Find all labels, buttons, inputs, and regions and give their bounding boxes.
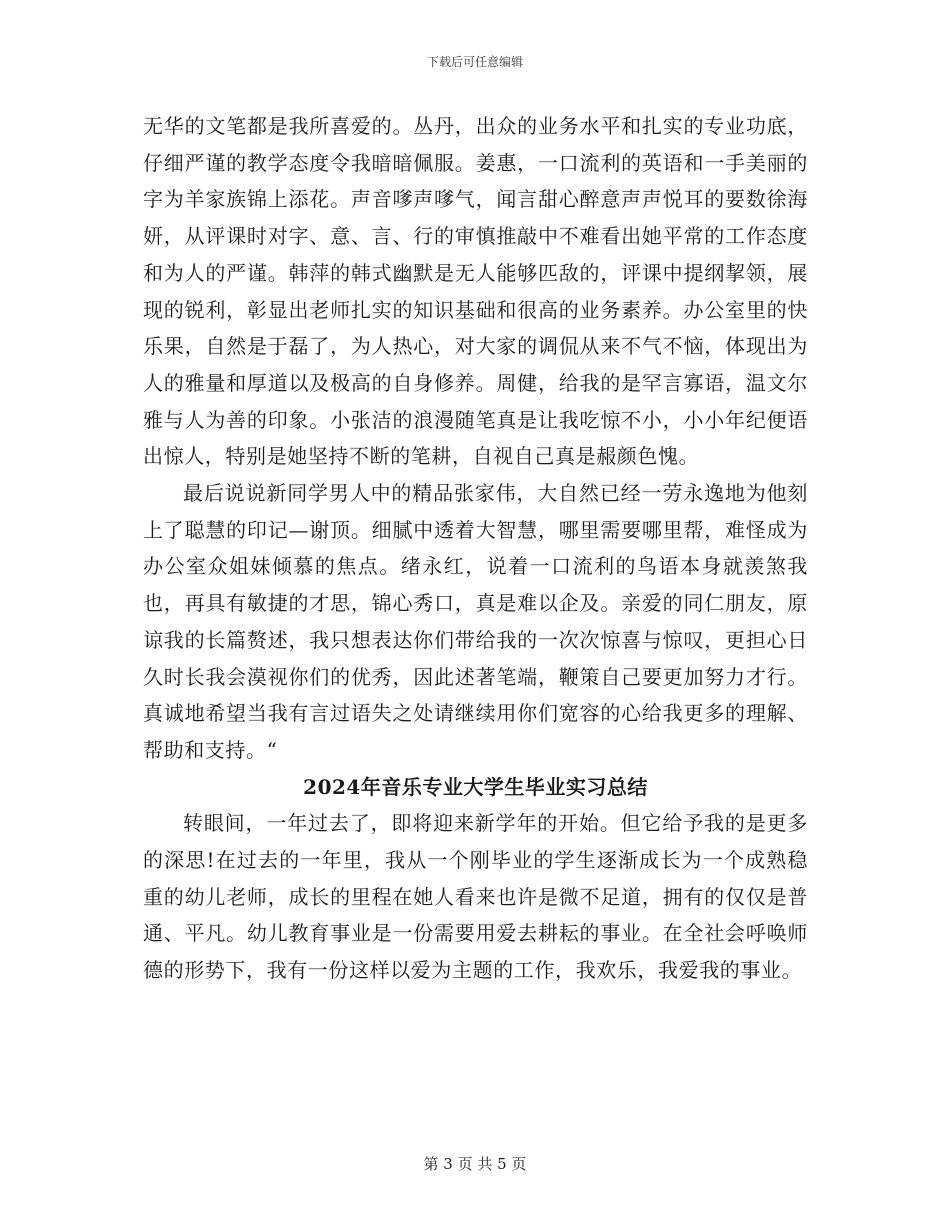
document-body — [143, 108, 808, 989]
paragraph-text: 无华的文笔都是我所喜爱的。丛丹，出众的业务水平和扎实的专业功底，仔细严谨的教学态度令我暗暗佩服。姜惠，一口流利的英语和一手美丽的字为羊家族锦上添花。声音嗲声嗲气，闻言甜心醉意声声悦耳的要数徐海妍，从评课时对字、意、言、行的审慎推敲中不难看出她平常的工作态度和为人的严谨。韩萍的韩式幽默是无人能够匹敌的，评课中提纲挈领，展现的锐利，彰显出老师扎实的知识基础和很高的业务素养。办公室里的快乐果，自然是于磊了，为人热心，对大家的调侃从来不气不恼，体现出为人的雅量和厚道以及极高的自身修养。周健，给我的是罕言寡语，温文尔雅与人为善的印象。小张洁的浪漫随笔真是让我吃惊不小，小小年纪便语出惊人，特别是她坚持不断的笔耕，自视自己真是赧颜色愧。 — [143, 114, 808, 469]
paragraph-text: 最后说说新同学男人中的精品张家伟，大自然已经一劳永逸地为他刻上了聪慧的印记—谢顶。细腻中透着大智慧，哪里需要哪里帮，难怪成为办公室众姐妹倾慕的焦点。绪永红，说着一口流利的鸟语本身就羡煞我也，再具有敏捷的才思，锦心秀口，真是难以企及。亲爱的同仁朋友，原谅我的长篇赘述，我只想表达你们带给我的一次次惊喜与惊叹，更担心日久时长我会漠视你们的优秀，因此述著笔端，鞭策自己要更加努力才行。真诚地希望当我有言过语失之处请继续用你们宽容的心给我更多的理解、帮助和支持。“ — [143, 481, 808, 762]
page-number: 第 3 页 共 5 页 — [423, 1155, 527, 1173]
paragraph-closing — [143, 475, 808, 769]
paragraph-text: 转眼间，一年过去了，即将迎来新学年的开始。但它给予我的是更多的深思!在过去的一年里，我从一个刚毕业的学生逐渐成长为一个成熟稳重的幼儿老师，成长的里程在她人看来也许是微不足道，拥有的仅仅是普通、平凡。幼儿教育事业是一份需要用爱去耕耘的事业。在全社会呼唤师德的形势下，我有一份这样以爱为主题的工作，我欢乐，我爱我的事业。 — [143, 811, 808, 983]
paragraph-summary — [143, 805, 808, 989]
paragraph-colleagues — [143, 108, 808, 475]
page-footer — [0, 1153, 950, 1174]
header-note: 下载后可任意编辑 — [426, 55, 523, 69]
section-heading: 2024年音乐专业大学生毕业实习总结 — [303, 774, 648, 799]
page-header — [0, 53, 950, 70]
